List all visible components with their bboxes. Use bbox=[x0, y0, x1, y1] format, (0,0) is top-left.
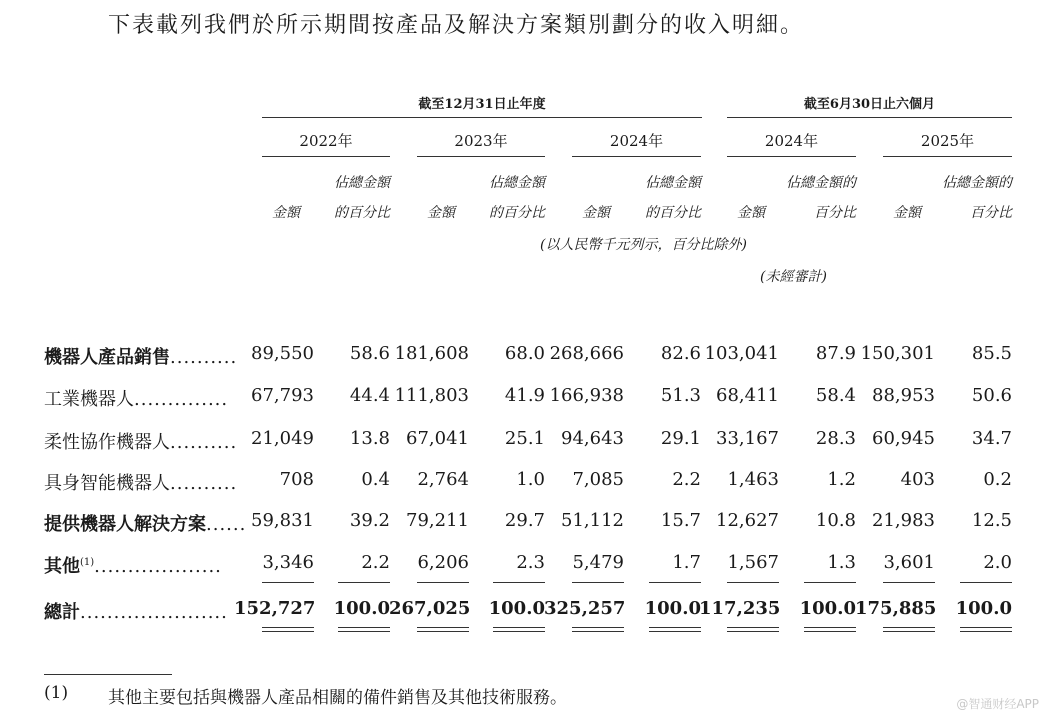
total-cell: 100.0 bbox=[955, 598, 1012, 619]
table-cell: 3,601 bbox=[883, 552, 935, 573]
table-cell: 82.6 bbox=[660, 343, 701, 364]
subtotal-rule bbox=[572, 582, 624, 583]
total-cell: 117,235 bbox=[699, 598, 781, 619]
col-amount-header: 金額 bbox=[737, 205, 765, 221]
table-cell: 21,049 bbox=[251, 428, 314, 449]
table-cell: 2.0 bbox=[983, 552, 1012, 573]
col-pct-header-line2: 的百分比 bbox=[645, 205, 701, 221]
col-pct-header-line2: 的百分比 bbox=[489, 205, 545, 221]
table-cell: 166,938 bbox=[549, 385, 624, 406]
total-cell: 100.0 bbox=[333, 598, 390, 619]
year-header: 2025年 bbox=[920, 132, 975, 150]
table-cell: 94,643 bbox=[561, 428, 624, 449]
intro-text: 下表載列我們於所示期間按產品及解決方案類別劃分的收入明細。 bbox=[108, 13, 805, 38]
table-cell: 41.9 bbox=[504, 385, 545, 406]
col-amount-header: 金額 bbox=[427, 205, 455, 221]
row-label-text: 機器人產品銷售 bbox=[44, 347, 170, 368]
year-rule bbox=[572, 156, 701, 157]
subtotal-rule bbox=[960, 582, 1012, 583]
table-cell: 28.3 bbox=[815, 428, 856, 449]
year-rule bbox=[727, 156, 856, 157]
table-cell: 79,211 bbox=[406, 510, 469, 531]
year-rule bbox=[417, 156, 545, 157]
table-cell: 5,479 bbox=[572, 552, 624, 573]
footnote-marker: (1) bbox=[44, 683, 69, 703]
table-cell: 7,085 bbox=[572, 469, 624, 490]
table-cell: 1.0 bbox=[516, 469, 545, 490]
total-double-rule bbox=[572, 627, 624, 632]
row-label bbox=[44, 469, 237, 495]
total-double-rule bbox=[338, 627, 390, 632]
table-cell: 29.1 bbox=[660, 428, 701, 449]
table-cell: 1.3 bbox=[827, 552, 856, 573]
col-pct-header-line2: 百分比 bbox=[970, 205, 1012, 221]
table-cell: 2.2 bbox=[672, 469, 701, 490]
table-cell: 708 bbox=[279, 469, 314, 490]
row-label-text: 具身智能機器人 bbox=[44, 473, 170, 494]
table-cell: 67,793 bbox=[251, 385, 314, 406]
year-header: 2023年 bbox=[454, 132, 508, 150]
table-cell: 87.9 bbox=[815, 343, 856, 364]
table-cell: 6,206 bbox=[417, 552, 469, 573]
leader-dots: ................... bbox=[94, 556, 222, 577]
table-cell: 2.2 bbox=[361, 552, 390, 573]
table-cell: 25.1 bbox=[504, 428, 545, 449]
row-label bbox=[44, 428, 237, 454]
table-cell: 58.6 bbox=[349, 343, 390, 364]
col-pct-header-line1: 佔總金額的 bbox=[942, 175, 1012, 191]
unaudited-note: (未經審計) bbox=[760, 269, 827, 285]
year-rule bbox=[262, 156, 390, 157]
col-pct-header-line1: 佔總金額 bbox=[334, 175, 390, 191]
total-double-rule bbox=[417, 627, 469, 632]
table-cell: 33,167 bbox=[716, 428, 779, 449]
table-cell: 0.2 bbox=[983, 469, 1012, 490]
table-cell: 3,346 bbox=[262, 552, 314, 573]
row-label bbox=[44, 510, 246, 536]
unit-note: (以人民幣千元列示，百分比除外) bbox=[540, 237, 747, 253]
table-cell: 0.4 bbox=[361, 469, 390, 490]
table-cell: 10.8 bbox=[815, 510, 856, 531]
table-cell: 13.8 bbox=[349, 428, 390, 449]
row-label-text: 提供機器人解決方案 bbox=[44, 514, 206, 535]
year-header: 2024年 bbox=[609, 132, 664, 150]
row-label bbox=[44, 552, 222, 578]
total-cell: 100.0 bbox=[799, 598, 856, 619]
subtotal-rule bbox=[417, 582, 469, 583]
table-cell: 29.7 bbox=[504, 510, 545, 531]
table-cell: 68.0 bbox=[504, 343, 545, 364]
group-header-year: 截至12月31日止年度 bbox=[418, 97, 546, 112]
footnote-rule bbox=[44, 674, 172, 675]
total-cell: 267,025 bbox=[389, 598, 471, 619]
subtotal-rule bbox=[804, 582, 856, 583]
table-cell: 403 bbox=[900, 469, 935, 490]
table-cell: 58.4 bbox=[815, 385, 856, 406]
table-cell: 50.6 bbox=[971, 385, 1012, 406]
row-label bbox=[44, 385, 228, 411]
total-cell: 152,727 bbox=[234, 598, 316, 619]
row-label bbox=[44, 343, 237, 369]
total-label-text: 總計 bbox=[44, 602, 80, 623]
table-cell: 85.5 bbox=[971, 343, 1012, 364]
total-double-rule bbox=[883, 627, 935, 632]
row-label-text: 工業機器人 bbox=[44, 389, 134, 410]
table-cell: 51,112 bbox=[561, 510, 624, 531]
table-cell: 21,983 bbox=[872, 510, 935, 531]
leader-dots: ...................... bbox=[80, 602, 228, 623]
leader-dots: ...... bbox=[206, 514, 247, 535]
col-pct-header-line2: 的百分比 bbox=[334, 205, 390, 221]
row-label-text: 柔性協作機器人 bbox=[44, 432, 170, 453]
subtotal-rule bbox=[262, 582, 314, 583]
table-cell: 51.3 bbox=[660, 385, 701, 406]
year-header: 2024年 bbox=[764, 132, 819, 150]
year-header: 2022年 bbox=[299, 132, 353, 150]
table-cell: 181,608 bbox=[394, 343, 469, 364]
col-amount-header: 金額 bbox=[272, 205, 300, 221]
table-cell: 68,411 bbox=[716, 385, 779, 406]
table-cell: 150,301 bbox=[860, 343, 935, 364]
year-rule bbox=[883, 156, 1012, 157]
leader-dots: .............. bbox=[134, 389, 229, 410]
col-pct-header-line1: 佔總金額 bbox=[489, 175, 545, 191]
total-double-rule bbox=[727, 627, 779, 632]
group-rule-year bbox=[262, 117, 702, 118]
subtotal-rule bbox=[883, 582, 935, 583]
table-cell: 88,953 bbox=[872, 385, 935, 406]
table-cell: 2,764 bbox=[417, 469, 469, 490]
leader-dots: .......... bbox=[170, 347, 238, 368]
subtotal-rule bbox=[727, 582, 779, 583]
leader-dots: .......... bbox=[170, 473, 238, 494]
total-double-rule bbox=[493, 627, 545, 632]
col-amount-header: 金額 bbox=[582, 205, 610, 221]
col-pct-header-line1: 佔總金額的 bbox=[786, 175, 856, 191]
col-pct-header-line1: 佔總金額 bbox=[645, 175, 701, 191]
table-cell: 12.5 bbox=[971, 510, 1012, 531]
table-cell: 39.2 bbox=[349, 510, 390, 531]
table-cell: 67,041 bbox=[406, 428, 469, 449]
col-amount-header: 金額 bbox=[893, 205, 921, 221]
total-cell: 175,885 bbox=[855, 598, 937, 619]
table-cell: 12,627 bbox=[716, 510, 779, 531]
table-cell: 268,666 bbox=[549, 343, 624, 364]
table-cell: 1,463 bbox=[727, 469, 779, 490]
table-cell: 59,831 bbox=[251, 510, 314, 531]
group-header-half: 截至6月30日止六個月 bbox=[803, 97, 936, 112]
table-cell: 111,803 bbox=[394, 385, 469, 406]
subtotal-rule bbox=[649, 582, 701, 583]
total-cell: 325,257 bbox=[544, 598, 626, 619]
table-cell: 89,550 bbox=[251, 343, 314, 364]
watermark: @智通财经APP bbox=[956, 697, 1039, 711]
table-cell: 60,945 bbox=[872, 428, 935, 449]
footnote-text: 其他主要包括與機器人產品相關的備件銷售及其他技術服務。 bbox=[108, 688, 567, 708]
table-cell: 1.7 bbox=[672, 552, 701, 573]
col-pct-header-line2: 百分比 bbox=[814, 205, 856, 221]
table-cell: 103,041 bbox=[704, 343, 779, 364]
row-label-text: 其他 bbox=[44, 556, 80, 577]
total-cell: 100.0 bbox=[644, 598, 701, 619]
leader-dots: .......... bbox=[170, 432, 238, 453]
table-cell: 34.7 bbox=[971, 428, 1012, 449]
total-double-rule bbox=[262, 627, 314, 632]
subtotal-rule bbox=[493, 582, 545, 583]
table-cell: 2.3 bbox=[516, 552, 545, 573]
subtotal-rule bbox=[338, 582, 390, 583]
group-rule-half bbox=[727, 117, 1012, 118]
table-cell: 1,567 bbox=[727, 552, 779, 573]
table-cell: 15.7 bbox=[660, 510, 701, 531]
total-label bbox=[44, 598, 228, 624]
total-cell: 100.0 bbox=[488, 598, 545, 619]
total-double-rule bbox=[804, 627, 856, 632]
total-double-rule bbox=[649, 627, 701, 632]
table-cell: 44.4 bbox=[349, 385, 390, 406]
total-double-rule bbox=[960, 627, 1012, 632]
footnote-ref: (1) bbox=[80, 557, 95, 568]
table-cell: 1.2 bbox=[827, 469, 856, 490]
